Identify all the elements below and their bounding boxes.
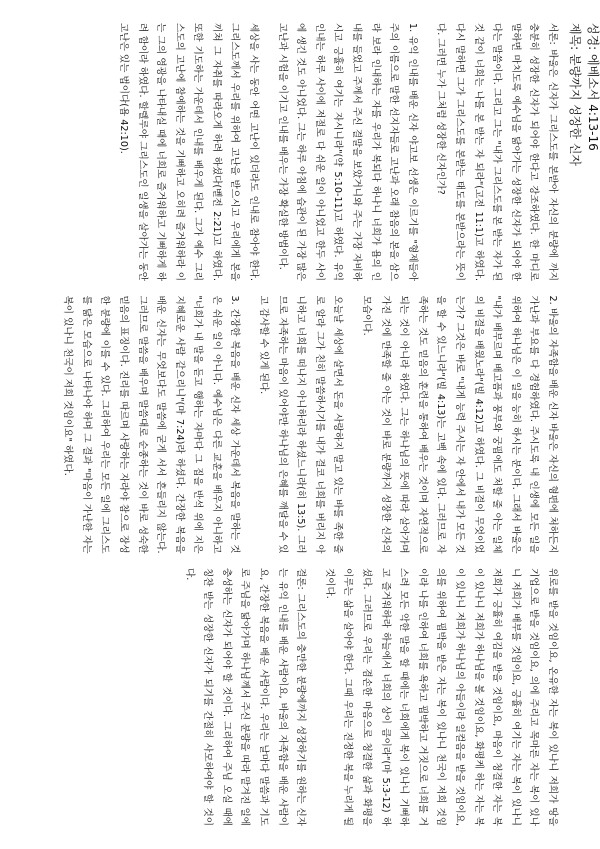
paragraph: 오늘날 세상에 살면서 돈을 사랑하지 말고 있는 바를 족한 줄로 알라 그가 친히 말씀하시기를 내가 결코 너희를 버리지 아니하고 너희를 떠나지 아니하리라 하셨느니라(히 13:5). 그러므로 자족하는 마음이 있어야만 하나님의 은혜를 깨달을 수 있고 감사할 수 있게 된다. <box>258 295 344 554</box>
scripture-reference: 성경: 에베소서 4:13-16 <box>586 23 600 151</box>
paragraph: 위로를 받을 것임이요, 온유한 자는 복이 있나니 저희가 땅을 기업으로 받을 것임이요, 의에 주리고 목마른 자는 복이 있나니 저희가 배부를 것임이요, 긍휼히 여기는 자는 복이 있나니 저희가 긍휼히 여김을 받을 것임이요, 마음이 청결한 자는 복이 있나니 저희가 하나님을 볼 것임이요, 화평케 하는 자는 복이 있나니 저희가 하나님의 아들이라 일컬음을 받을 것임이요, 의를 위하여 핍박을 받은 자는 복이 있나니 천국이 저희 것임이라 나를 인하여 너희를 욕하고 핍박하고 거짓으로 너희를 거스려 모든 악한 말을 할 때에는 너희에게 복이 있나니 기뻐하고 즐거워하라 하늘에서 너희의 상이 큼이라"(마 5:3-12) 하셨다. 그러므로 우리는 겸손한 마음으로 청결한 삶과 화평을 이루는 삶을 살아야 한다. 그때 우리는 진정한 복을 누리게 될 것이다. <box>323 568 558 826</box>
paragraph: 3. 간장한 복음을 배운 신자 세상 가운데서 복음을 말하는 것은 쉬운 일이 아니다. 예수님은 다른 교훈을 배우지 아니하고 "너희가 내 말을 듣고 행하는 자마다 그 집을 반석 위에 지은 지혜로운 사람 같으리니"(마 7:24)라 하셨다. 간장한 복음을 배운 신자는 무엇보다도 말씀에 굳게 서서 흔들리지 않는다. 그러므로 말씀을 배우며 말씀대로 순종하는 것이 바로 성숙한 믿음의 표징이다. 진리를 따르며 사랑하는 자라야 참으로 장성한 분량에 이를 수 있다. 그리하여 우리는 모든 일에 그리스도를 닮은 모습으로 나타나야 하며 그 결과 "마음이 가난한 자는 복이 있나니 천국이 저희 것임이요" 하였다. <box>62 295 241 554</box>
rotated-sheet <box>38 17 600 832</box>
paragraph: 1. 유익 인내를 배운 신자 야고보 선생은 이르기를 "형제들아 주의 이름으로 말한 선지자들로 고난과 오래 참음의 본을 삼으라 보라 인내하는 자를 우리가 복되다 하나니 너희가 욥의 인내를 들었고 주께서 주신 결말을 보았거니와 주는 가장 자비하시고 긍휼히 여기는 자시니라"(약 5:10-11)고 하였다. 유익 인내는 하루 사이에 저절로 다 쉬운 일이 아니었고 한두 사이에 생긴 것도 아니었다. 그는 하루 아침에 습관이 된 가장 많은 고난과 시험을 이기고 인내를 배우는 가장 확실한 방법이다. <box>276 23 418 281</box>
paragraph: 서론: 바울은 신자가 그리스도를 본받아 자신의 분량에 까지 충분히 성장한 신자가 되어야 한다고 강조하였다. 한 마디로 말하면 마치도록 예수님을 닮아가는 성장한 신자가 되어야 한다는 말씀이다. 그리고 그는 "내가 그리스도를 본 받는 자가 된 것 같이 너희는 나를 본 받는 자 되라"(고전 11:1)고 하였다. 다시 말하면 그가 그리스도를 본받는 태도를 본받으라는 뜻이다. 그러면 누가 그처럼 성장한 신자인가? <box>435 23 558 281</box>
paragraph: 세상을 사는 동안 어떤 고난이 있더라도 인내로 참아야 한다. 그리스도께서 우리를 위하여 고난을 받으시고 우리에게 본을 끼쳐 그 자취를 따라오게 하려 하셨다(벧전 2:21)고 하였다. 또한 기도하는 가운데서 인내를 배우게 된다. 그가 예수 그리스도의 고난에 참예하는 것을 기뻐하고 오히려 즐거워하라 이는 그의 영광을 나타내실 때에 너희로 즐거워하고 기뻐하게 하려 함이라 하였다. 할렐루야 그리스도인 일생을 살아가는 동안 고난은 있는 법이다(욥 42:10). <box>117 23 260 281</box>
paragraph: 2. 바울의 자족함을 배운 신자 바울은 자신의 형편에 처하든지 가난과 부요를 다 경험하였다. 주시도록 내 인생에 모든 일을 위하여 하나님은 이 일을 능히 하시는 분이다. 그래서 바울은 "내가 배부르며 배고픔과 풍부와 궁핍에도 처할 줄 아는 일체의 비결을 배웠노라"(빌 4:12)고 하였다. 그 비결이 무엇이었는가? 그것은 바로 "내게 능력 주시는 자 안에서 내가 모든 것을 할 수 있느니라"(빌 4:13)는 고백 속에 있다. 그러므로 자족하는 것도 믿음의 훈련을 통하여 배우는 것이며 자연적으로 되는 것이 아니라 하였다. 그는 하나님의 뜻에 따라 살아가며 가진 것에 만족할 줄 아는 것이 바로 분량까지 성장한 신자의 모습이다. <box>361 295 558 554</box>
paragraph: 결론: 그리스도의 충만한 분량에까지 성장하기를 원하는 신자는 유익 인내를 배운 사람이요, 바울의 자족함을 배운 사람이요, 간장한 복음을 배운 사람이다. 우리는 날마다 말씀과 기도로 주님을 닮아가며 하나님께서 주신 분량을 따라 맡겨진 일에 충성하는 신자가 되어야 할 것이다. 그리하여 주님 오실 때에 칭찬 받는 성장한 신자가 되기를 간절히 사모하여야 할 것이다. <box>183 568 307 826</box>
column-1 <box>41 23 561 281</box>
sermon-title: 제목: 분량까지 성장한 신자 <box>568 23 582 166</box>
text-columns <box>41 23 561 826</box>
column-2 <box>41 296 561 554</box>
column-3 <box>41 568 561 826</box>
